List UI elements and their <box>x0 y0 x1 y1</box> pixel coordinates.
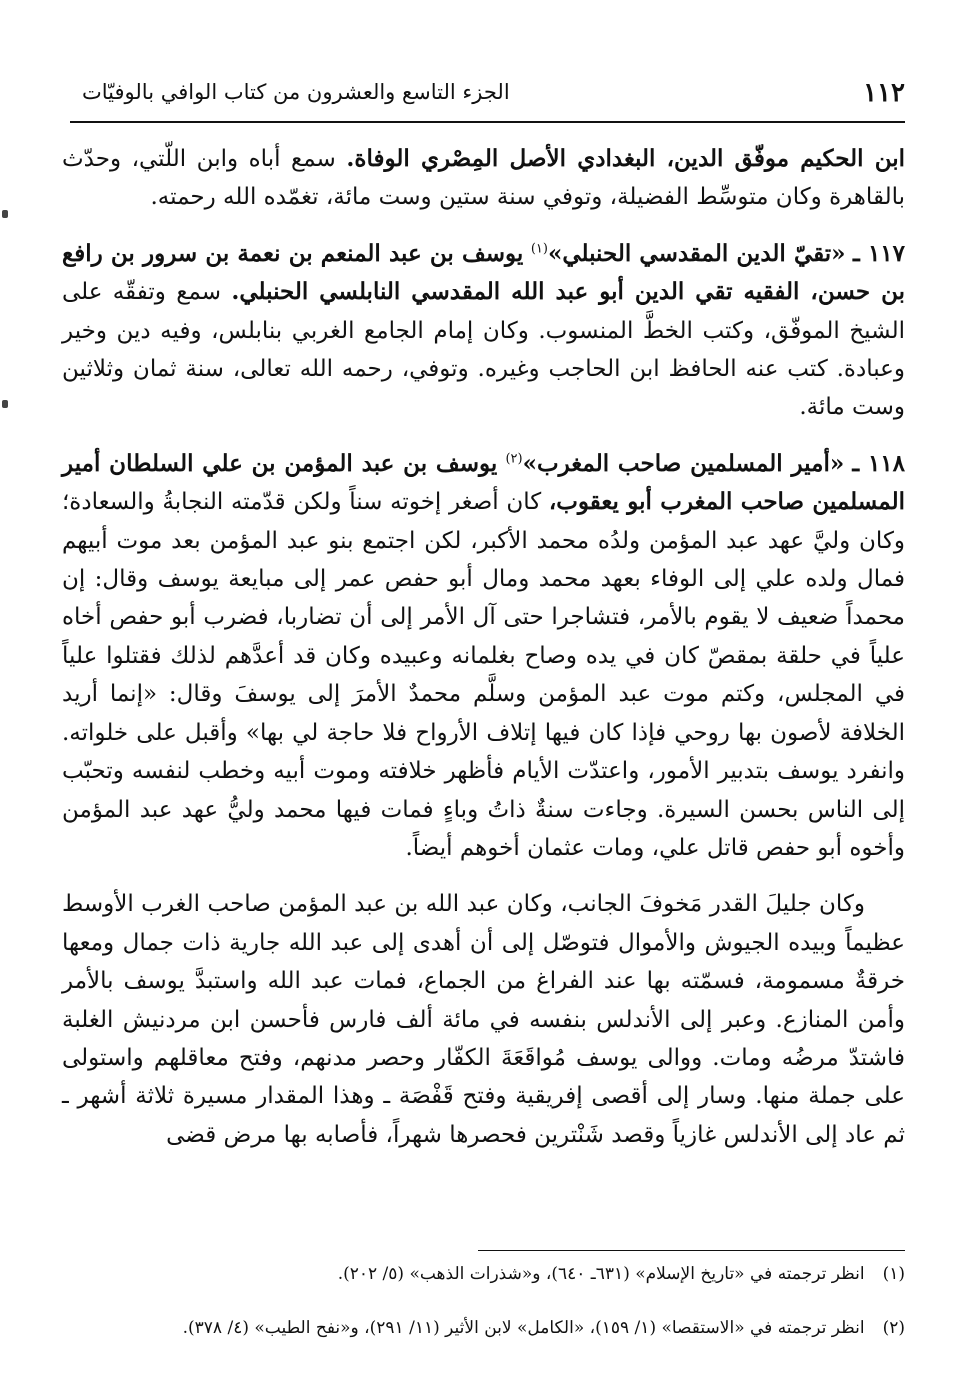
paragraph-continuation <box>62 140 905 217</box>
footnote-text: انظر ترجمته في «الاستقصا» (١/ ١٥٩)، «الكامل» لابن الأثير (١١/ ٢٩١)، و«نفح الطيب» (٤/ ٣٧٨). <box>182 1318 865 1338</box>
entry-title: «تقيّ الدين المقدسي الحنبلي» <box>547 239 846 267</box>
paragraph-text: وكان جليلَ القدر مَخوفَ الجانب، وكان عبد الله بن عبد المؤمن صاحب الغرب الأوسط عظيماً وبيده الجيوش والأموال فتوصّل إلى أن أهدى إلى عبد الله جارية ذات جمال ومعها خرقةٌ مسمومة، فسمّته بها عند الفراغ من الجماع، فمات عبد الله واستبدَّ يوسف بالأمر وأمن المنازع. وعبر إلى الأندلس بنفسه في مائة ألف فارس فأحسن ابن مردنيش الغلبة فاشتدّ مرضُه ومات. ووالى يوسف مُواقَعَةَ الكفّار وحصر مدنهم، وفتح معاقلهم واستولى على جملة منها. وسار إلى أقصى إفريقية وفتح قَفْصَة ـ وهذا المقدار مسيرة ثلاثة أشهر ـ ثم عاد إلى الأندلس غازياً وقصد شَنْترين فحصرها شهراً، فأصابه بها مرض قضى <box>62 891 905 1148</box>
entry-118 <box>62 445 905 867</box>
page-header <box>70 72 905 118</box>
entry-number: ١١٨ ـ <box>852 449 905 477</box>
footnote-ref: (٢) <box>505 451 523 467</box>
entry-text: كان أصغر إخوته سناً ولكن قدّمته النجابةُ والسعادة؛ وكان وليَّ عهد عبد المؤمن ولدُه محمد الأكبر، لكن اجتمع بنو عبد المؤمن بعد موت أبيهم فمال ولده علي إلى الوفاء بعهد محمد ومال أبو حفص عمر إلى مبايعة يوسف وقال: إن محمداً ضعيف لا يقوم بالأمر، فتشاجرا حتى آل الأمر إلى أن تضاربا، فضرب أبو حفص أخاه علياً في حلقة بمقصّ كان في يده وصاح بغلمانه وعبيده وكان قد أعدَّهم لذلك فقتلوا علياً في المجلس، وكتم موت عبد المؤمن وسلَّم محمدٌ الأمرَ إلى يوسفَ وقال: «إنما أريد الخلافة لأصون بها روحي فإذا كان فيها إتلاف الأرواح فلا حاجة لي بها» وأقبل على خلواته. وانفرد يوسف بتدبير الأمور، واعتدّت الأيام فأظهر خلافته وموت أبيه وخطب لنفسه وتحبّب إلى الناس بحسن السيرة. وجاءت سنةٌ ذاتُ وباءٍ فمات فيها محمد وليُّ عهد عبد المؤمن وأخوه أبو حفص قاتل علي، ومات عثمان أخوهم أيضاً. <box>62 489 906 861</box>
paragraph-continued <box>62 885 905 1154</box>
footnote-1 <box>62 1262 905 1286</box>
main-text <box>62 140 905 1154</box>
footnotes <box>62 1262 905 1370</box>
footnote-text: انظر ترجمته في «تاريخ الإسلام» (٦٣١ـ ٦٤٠)، و«شذرات الذهب» (٥/ ٢٠٢). <box>337 1264 865 1284</box>
entry-title: «أمير المسلمين صاحب المغرب» <box>522 449 845 477</box>
running-title: الجزء التاسع والعشرون من كتاب الوافي بالوفيّات <box>82 80 510 104</box>
scan-edge-mark <box>2 210 8 218</box>
paragraph-text: سمع أباه وابن اللّتي، وحدّث بالقاهرة وكان متوسِّط الفضيلة، وتوفي سنة ستين وست مائة، تغمّده الله رحمته. <box>62 146 905 211</box>
footnote-ref: (١) <box>530 241 548 257</box>
entry-117 <box>62 235 905 427</box>
entry-number: ١١٧ ـ <box>853 239 906 267</box>
scan-edge-mark <box>2 400 8 408</box>
entry-name: يوسف بن عبد المنعم بن نعمة بن سرور بن رافع بن حسن، الفقيه تقي الدين أبو عبد الله المقدسي النابلسي الحنبلي. <box>62 239 905 306</box>
entry-name: يوسف بن عبد المؤمن بن علي السلطان أمير المسلمين صاحب المغرب أبو يعقوب، <box>62 449 905 516</box>
page-number: ١١٢ <box>863 78 905 108</box>
footnote-number: (١) <box>882 1264 905 1284</box>
footnote-number: (٢) <box>882 1318 905 1338</box>
bold-lead: ابن الحكيم موفّق الدين، البغدادي الأصل المِصْري الوفاة. <box>346 145 906 172</box>
header-rule <box>70 121 905 123</box>
footnote-rule <box>478 1250 905 1251</box>
footnote-2 <box>62 1316 905 1340</box>
entry-text: سمع وتفقّه على الشيخ الموفّق، وكتب الخطَّ المنسوب. وكان إمام الجامع الغربي بنابلس، وفيه دين وخير وعبادة. كتب عنه الحافظ ابن الحاجب وغيره. وتوفي، رحمه الله تعالى، سنة ثمان وثلاثين وست مائة. <box>62 279 905 421</box>
